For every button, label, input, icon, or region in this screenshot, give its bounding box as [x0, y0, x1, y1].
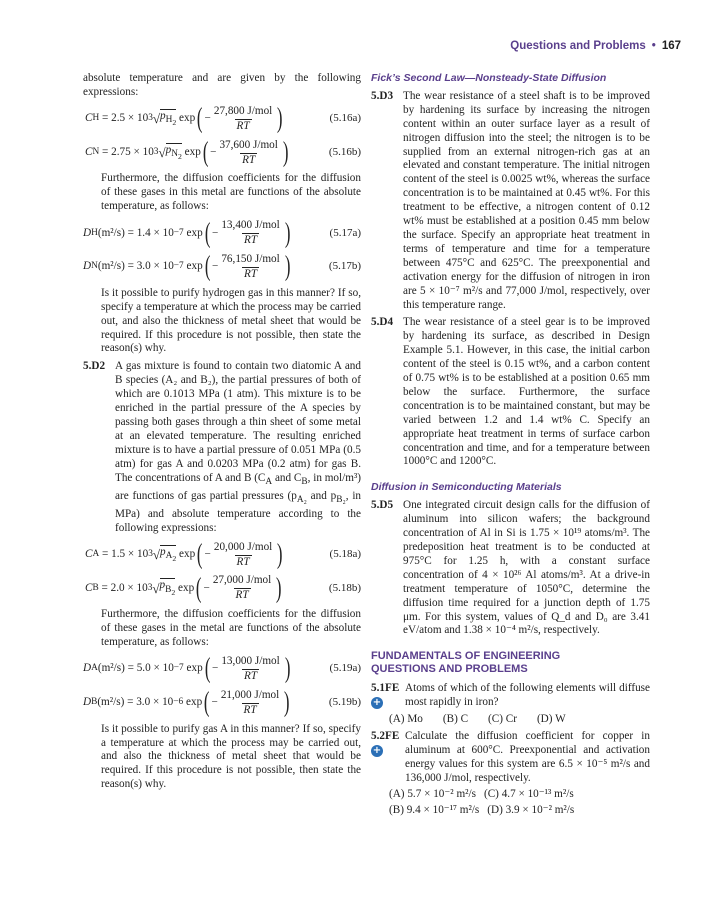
header-section: Questions and Problems [510, 40, 646, 52]
answer-option: (D) 3.9 × 10⁻² m²/s [487, 803, 575, 816]
problem-5-d3 [371, 90, 650, 313]
running-header [510, 40, 681, 52]
left-column [83, 72, 361, 792]
equation-label: (5.18b) [328, 581, 361, 594]
section-heading-ficks-second-law: Fick’s Second Law—Nonsteady-State Diffusion [371, 72, 607, 84]
paragraph-purify-hydrogen: Is it possible to purify hydrogen gas in this manner? If so, specify a temperature at which the process may be carried out, and also the thickness of metal sheet that would be required. If this procedure is not possible, then state the reason(s) why. [101, 286, 361, 355]
page-number: 167 [661, 40, 681, 52]
equation-5-18b: C B = 2.0 × 10 3 √ $p_{B_2}$ exp ( − $\frac{\text{27,000 J/mol}}{RT}$ ) (5.18b) [85, 572, 361, 604]
answer-options-row-1 [389, 788, 650, 802]
fe-heading-line-2: QUESTIONS AND PROBLEMS [371, 663, 528, 676]
section-heading-semiconducting: Diffusion in Semiconducting Materials [371, 481, 562, 494]
problem-number: 5.D5 [371, 499, 394, 512]
equation-label: (5.17a) [329, 226, 361, 239]
equation-label: (5.19b) [328, 696, 361, 709]
equation-label: (5.16a) [329, 112, 361, 125]
equation-label: (5.16b) [328, 146, 361, 159]
equation-label: (5.18a) [329, 548, 361, 561]
equation-label: (5.17b) [328, 260, 361, 273]
problem-5-2fe [371, 730, 650, 786]
problem-text: Calculate the diffusion coefficient for copper in aluminum at 600°C. Preexponential and activation energy values for this system are 6.5 × 10⁻⁵ m²/s and 136,000 J/mol, respectively. [405, 730, 650, 784]
answer-option: (A) Mo [389, 713, 423, 726]
problem-5-d4 [371, 316, 650, 469]
answer-options [389, 713, 650, 727]
answer-option: (C) Cr [488, 713, 517, 726]
answer-options-row-2 [389, 804, 650, 818]
online-problem-icon: + [372, 744, 382, 756]
header-separator: • [651, 40, 656, 52]
problem-text: Atoms of which of the following elements will diffuse most rapidly in iron? [405, 682, 650, 709]
equation-5-19a: D A (m²/s) = 5.0 × 10 −7 exp ( − $\frac{\text{13,000 J/mol}}{RT}$ ) (5.19a) [83, 653, 361, 685]
answer-option: (A) 5.7 × 10⁻² m²/s [389, 787, 476, 800]
online-problem-icon: + [372, 697, 382, 709]
problem-number: 5.2FE + [371, 730, 400, 756]
problem-text: The wear resistance of a steel shaft is to be improved by hardening its surface by increasing the nitrogen content within an outer surface layer as a result of nitrogen diffusion into the steel; the nitrogen is to be supplied from an external nitrogen-rich gas at an elevated and constant temperature. The initial nitrogen content of the steel is 0.0025 wt%, whereas the surface concentration is to be maintained at 0.45 wt%. For this treatment to be effective, a nitrogen content of 0.12 wt% must be established at a position 0.45 mm below the surface. Specify an appropriate heat treatment in terms of temperature and time for a temperature between 475°C and 625°C. The preexponential and activation energy for the diffusion of nitrogen in iron are 5 × 10⁻⁷ m²/s and 77,000 J/mol, respectively, over this temperature range. [403, 89, 650, 311]
equation-5-17b: D N (m²/s) = 3.0 × 10 −7 exp ( − $\frac{\text{76,150 J/mol}}{RT}$ ) (5.17b) [83, 251, 361, 283]
equation-5-18a: C A = 1.5 × 10 3 √ $p_{A_2}$ exp ( − $\frac{\text{20,000 J/mol}}{RT}$ ) (5.18a) [85, 539, 361, 571]
answer-option: (B) C [442, 713, 469, 726]
answer-option: (D) W [536, 713, 566, 726]
right-column [371, 72, 650, 820]
fe-heading-line-1: FUNDAMENTALS OF ENGINEERING [371, 650, 561, 663]
problem-number: 5.D4 [371, 316, 394, 329]
problem-text: One integrated circuit design calls for the diffusion of aluminum into silicon wafers; the background concentration of Al in Si is 1.75 × 10¹⁹ atoms/m³. The predeposition heat treatment is to be conducted at 975°C for 1.25 h, with a constant surface concentration of 4 × 10²⁶ Al atoms/m³. At a drive-in treatment temperature of 1050°C, determine the diffusion time required for a junction depth of 1.75 μm. For this system, values of Q_d and D₀ are 3.41 eV/atom and 1.38 × 10⁻⁴ m²/s, respectively. [403, 499, 650, 637]
paragraph-diffusion-intro: Furthermore, the diffusion coefficients for the diffusion of these gases in this metal are functions of the absolute temperature, as follows: [101, 172, 361, 213]
problem-text: A gas mixture is found to contain two diatomic A and B species (A₂ and B₂), the partial pressures of both of which are 0.1013 MPa (1 atm). This mixture is to be enriched in the partial pressure of the A species by passing both gases through a thin sheet of some metal at an elevated temperature. The resulting enriched mixture is to have a partial pressure of 0.051 MPa (0.5 atm) for gas A and 0.0203 MPa (0.2 atm) for gas B. The concentrations of A and B ($C_A$ and $C_B$, in mol/m³) are functions of gas partial pressures ($p_{A_2}$ and $p_{B_2}$, in MPa) and absolute temperature according to the following expressions: [115, 360, 362, 534]
problem-number: 5.D3 [371, 89, 394, 102]
paragraph-purify-gas-a: Is it possible to purify gas A in this manner? If so, specify a temperature at which the process may be carried out, and also the thickness of metal sheet that would be required. If this procedure is not possible, then state the reason(s) why. [101, 722, 361, 791]
problem-text: The wear resistance of a steel gear is to be improved by hardening its surface, as described in Design Example 5.1. However, in this case, the initial carbon content of the steel is 0.15 wt%, and a carbon content of 0.75 wt% is to be established at a position 0.65 mm below the surface. Furthermore, the surface concentration is to be maintained constant, but may be varied between 1.2 and 1.4 wt% C. Specify an appropriate heat treatment in terms of surface carbon concentration and time, and for a temperature between 1000°C and 1200°C. [403, 316, 650, 468]
fe-section-heading [371, 650, 650, 676]
equation-5-16b: C N = 2.75 × 10 3 √ $p_{N_2}$ exp ( − $\frac{\text{37,600 J/mol}}{RT}$ ) (5.16b) [85, 137, 361, 169]
answer-option: (B) 9.4 × 10⁻¹⁷ m²/s [389, 803, 480, 816]
paragraph-intro: absolute temperature and are given by the following expressions: [83, 72, 361, 98]
equation-5-17a: D H (m²/s) = 1.4 × 10 −7 exp ( − $\frac{\text{13,400 J/mol}}{RT}$ ) (5.17a) [83, 217, 361, 249]
equation-5-16a: C H = 2.5 × 10 3 √ $p_{H_2}$ exp ( − $\frac{\text{27,800 J/mol}}{RT}$ ) (5.16a) [85, 103, 361, 135]
problem-number: 5.D2 [83, 360, 106, 373]
problem-number: 5.1FE + [371, 682, 400, 709]
equation-label: (5.19a) [329, 662, 361, 675]
equation-5-19b: D B (m²/s) = 3.0 × 10 −6 exp ( − $\frac{\text{21,000 J/mol}}{RT}$ ) (5.19b) [83, 687, 361, 719]
answer-option: (C) 4.7 × 10⁻¹³ m²/s [483, 787, 574, 800]
problem-5-d5 [371, 499, 650, 638]
problem-5-1fe [371, 682, 650, 710]
problem-5-d2 [83, 360, 361, 535]
paragraph-diffusion-metal: Furthermore, the diffusion coefficients for the diffusion of these gases in the metal are functions of the absolute temperature, as follows: [101, 608, 361, 649]
